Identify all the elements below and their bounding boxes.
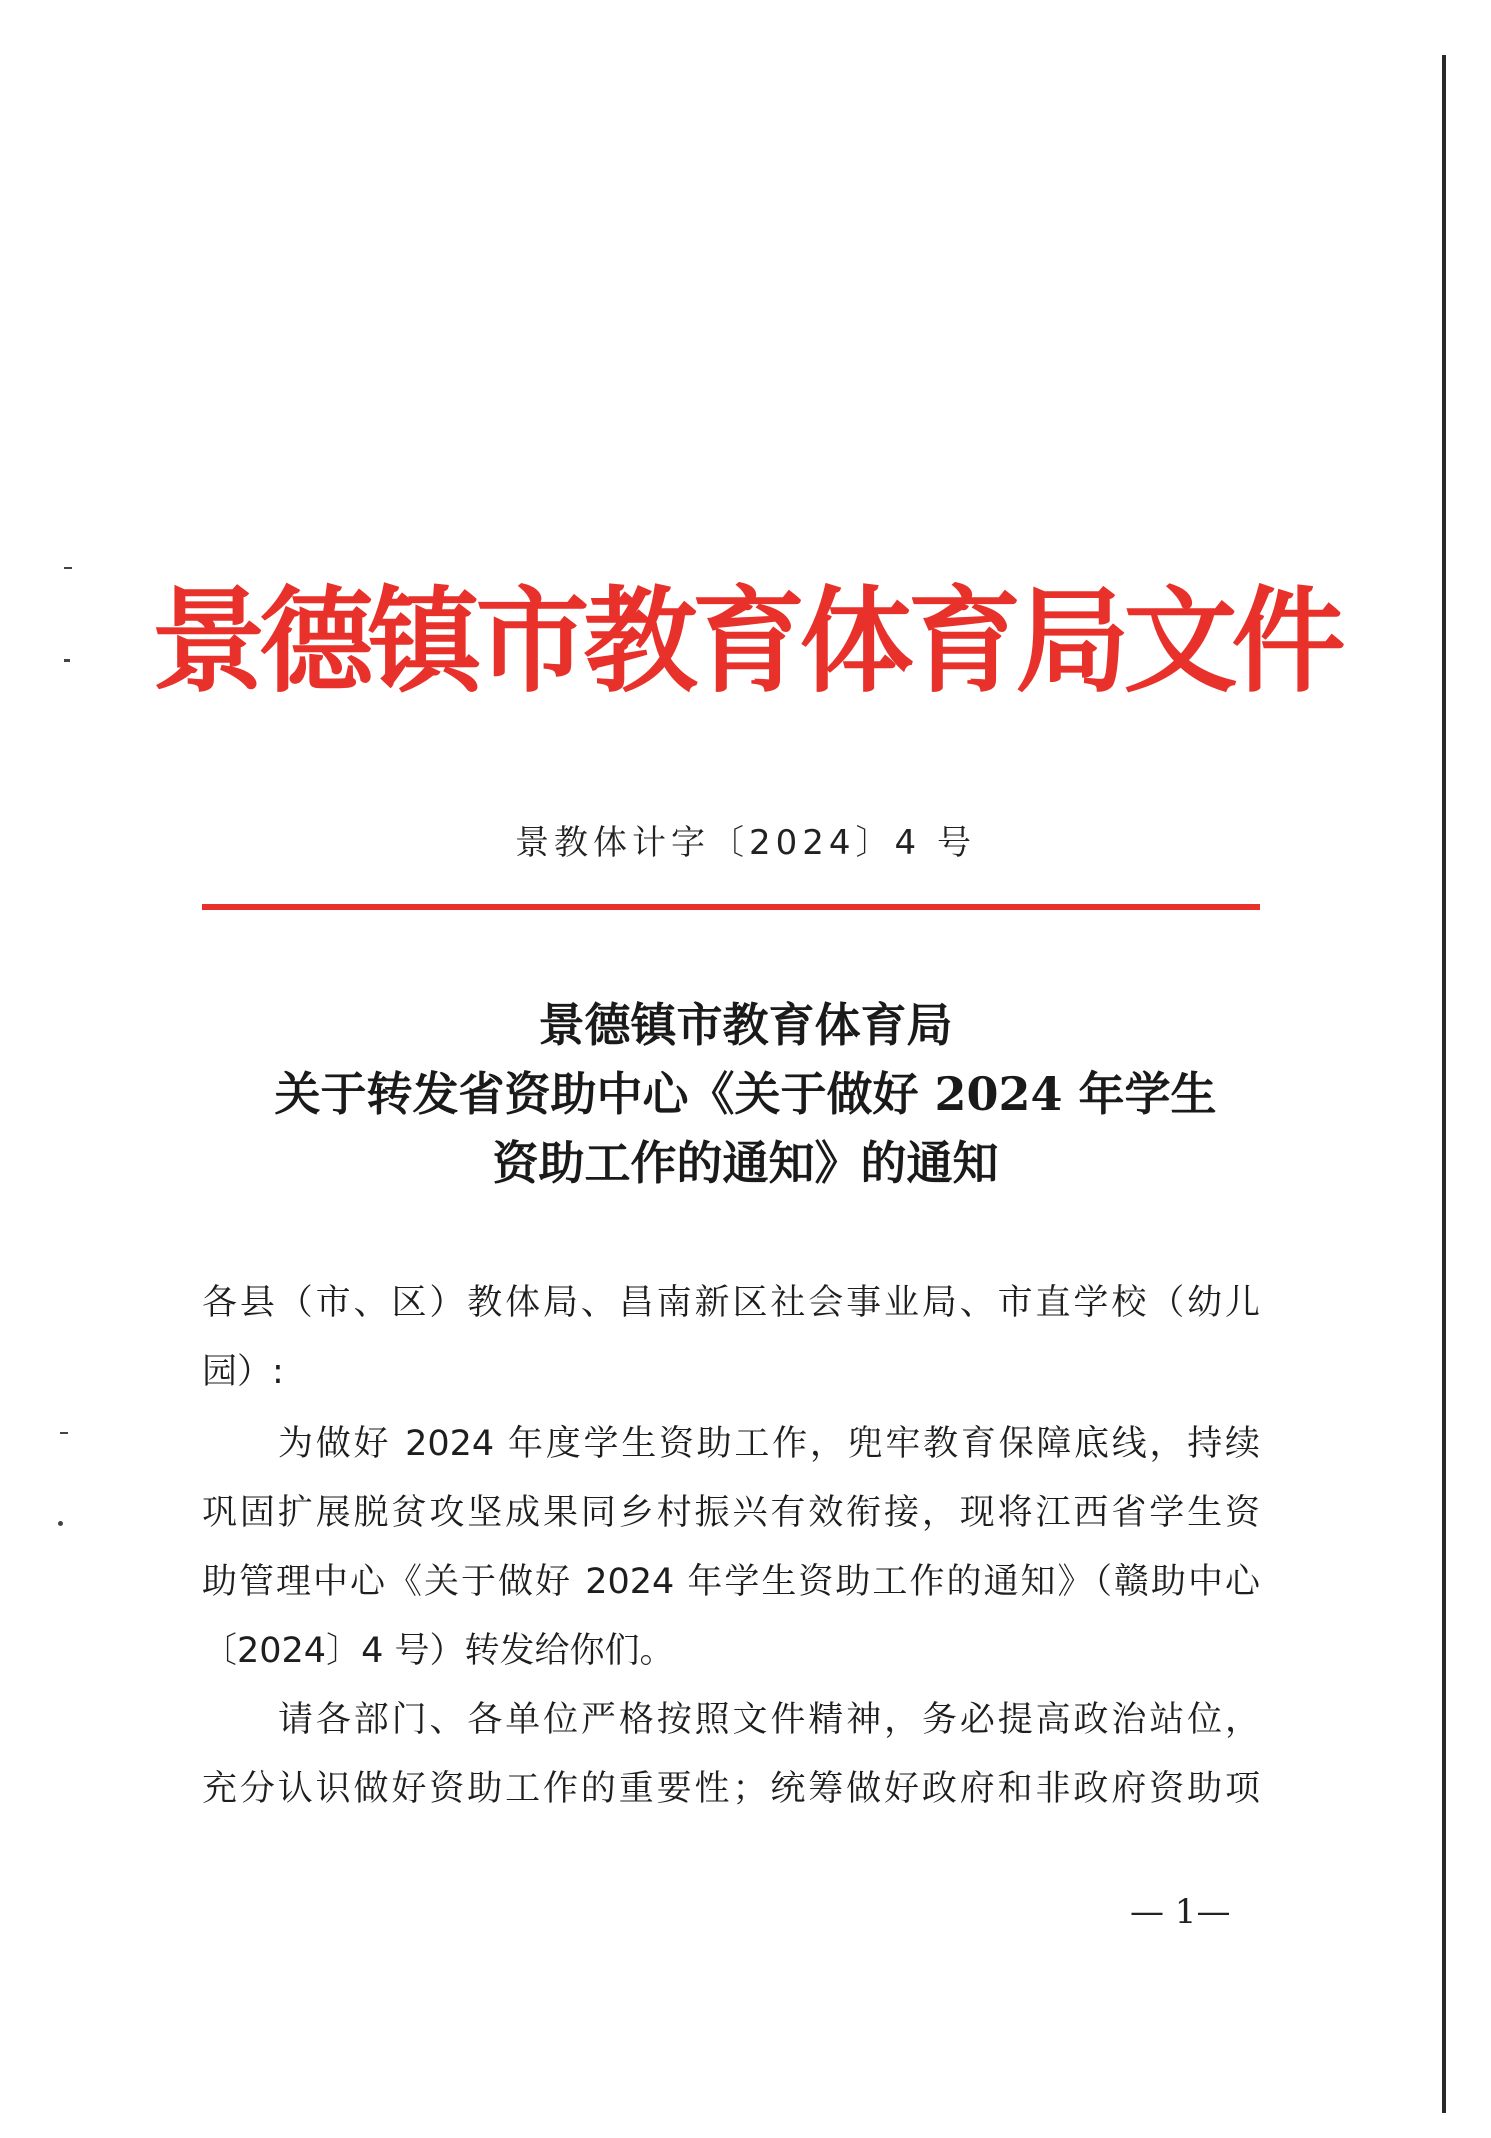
scan-speck — [64, 567, 72, 569]
document-title-line-3: 资助工作的通知》的通知 — [492, 1136, 999, 1190]
body-text-line: 为做好 2024 年度学生资助工作，兜牢教育保障底线，持续 — [278, 1424, 1260, 1464]
red-divider-rule — [202, 904, 1260, 910]
scan-speck — [58, 1521, 63, 1526]
document-title-line-1: 景德镇市教育体育局 — [538, 998, 953, 1052]
body-text-line: 充分认识做好资助工作的重要性；统筹做好政府和非政府资助项 — [202, 1769, 1260, 1809]
body-text-line: 各县（市、区）教体局、昌南新区社会事业局、市直学校（幼儿 — [202, 1283, 1260, 1323]
document-number: 景教体计字〔2024〕4 号 — [515, 823, 976, 863]
scan-speck — [60, 1432, 68, 1434]
body-text-line: 〔2024〕4 号）转发给你们。 — [202, 1631, 675, 1671]
issuer-red-header: 景德镇市教育体育局文件 — [151, 575, 1340, 708]
body-text-line: 请各部门、各单位严格按照文件精神，务必提高政治站位， — [278, 1700, 1260, 1740]
body-text-line: 巩固扩展脱贫攻坚成果同乡村振兴有效衔接，现将江西省学生资 — [202, 1493, 1260, 1533]
body-text-line: 园）: — [202, 1352, 284, 1392]
body-text-line: 助管理中心《关于做好 2024 年学生资助工作的通知》（赣助中心 — [202, 1562, 1260, 1602]
document-title-line-2: 关于转发省资助中心《关于做好 2024 年学生 — [274, 1067, 1217, 1121]
page-number: — 1— — [1130, 1892, 1231, 1932]
